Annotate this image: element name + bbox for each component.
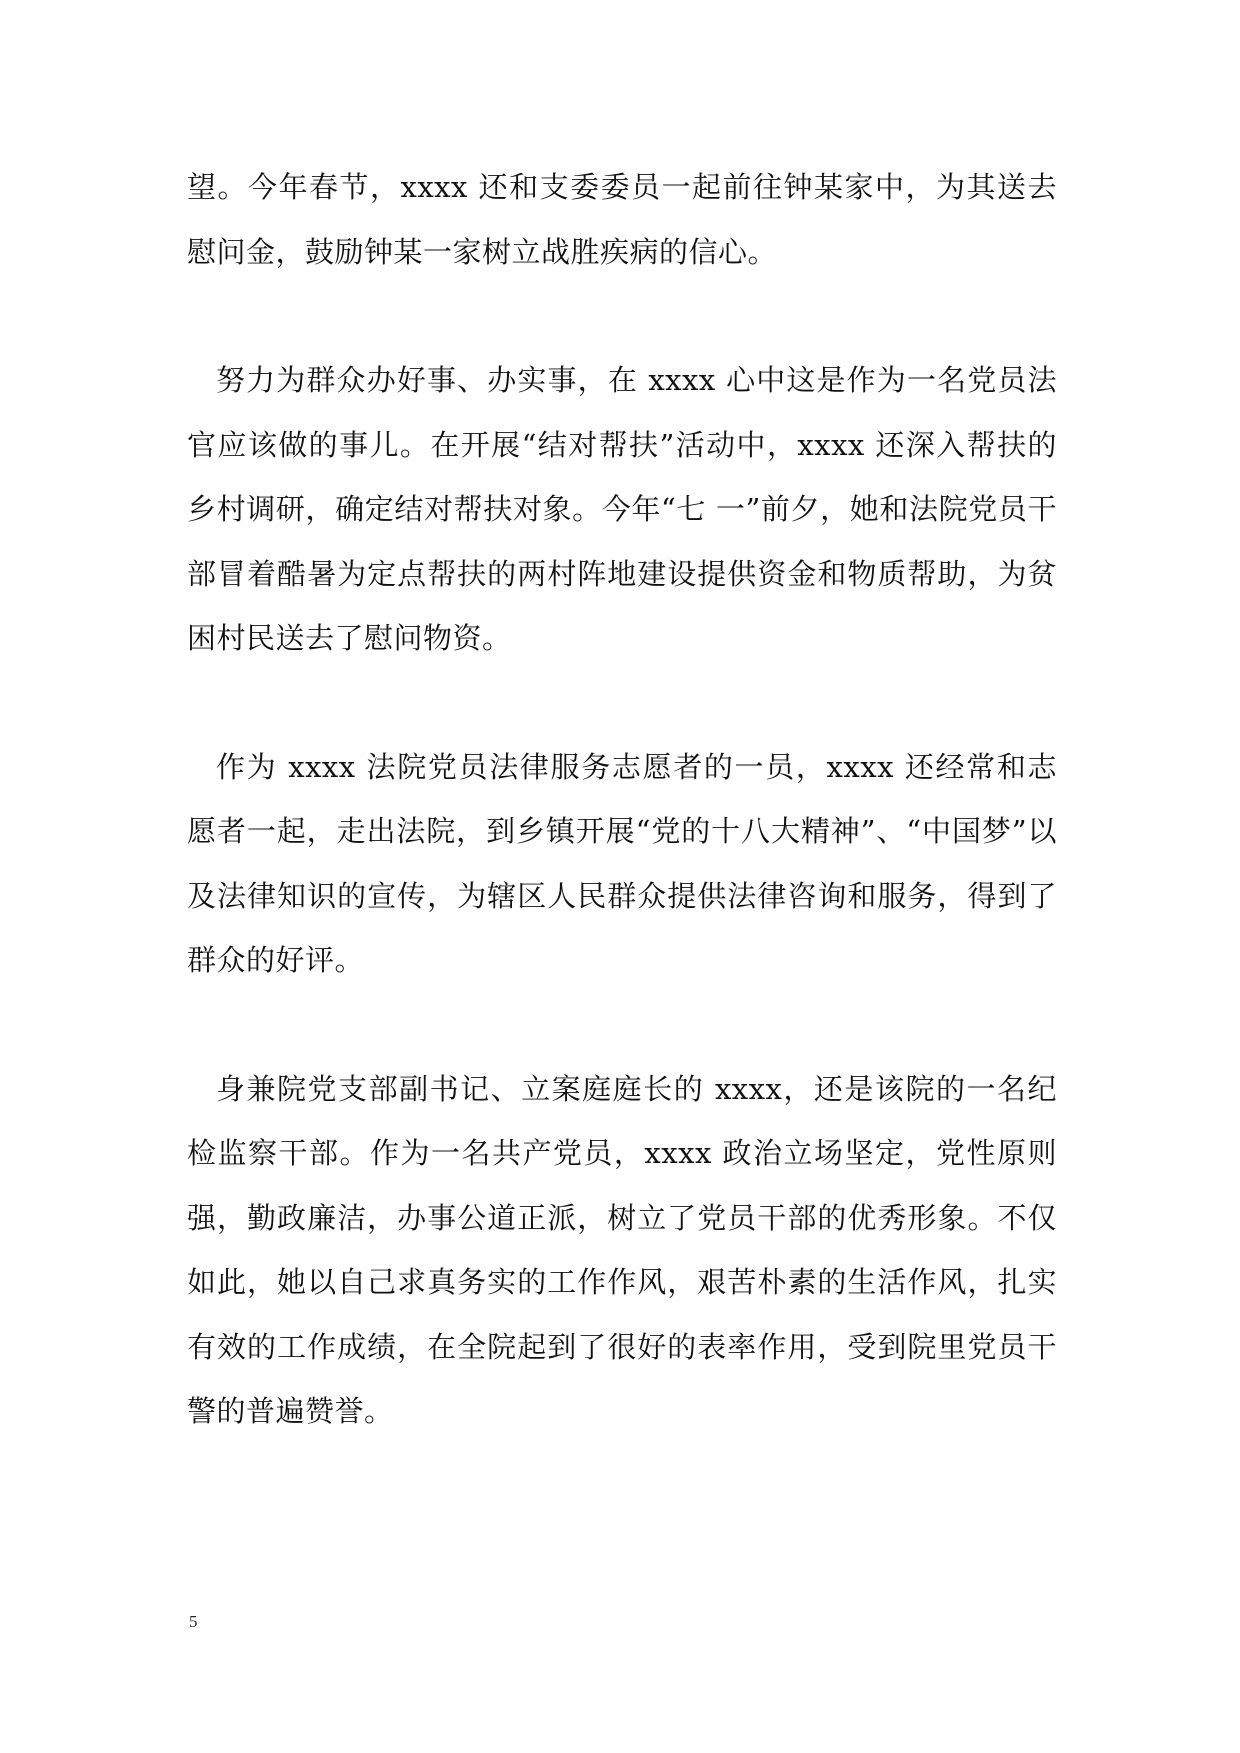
paragraph-discipline-role: 身兼院党支部副书记、立案庭庭长的 xxxx，还是该院的一名纪检监察干部。作为一名共产党员，xxxx 政治立场坚定，党性原则强，勤政廉洁，办事公道正派，树立了党员干部的优秀形象。不仅如此，她以自己求真务实的工作作风，艰苦朴素的生活作风，扎实有效的工作成绩，在全院起到了很好的表率作用，受到院里党员干警的普遍赞誉。 <box>187 1071 1057 1428</box>
page-number: 5 <box>189 1612 198 1631</box>
paragraph-legal-volunteer: 作为 xxxx 法院党员法律服务志愿者的一员，xxxx 还经常和志愿者一起，走出法院，到乡镇开展“党的十八大精神”、“中国梦”以及法律知识的宣传，为辖区人民群众提供法律咨询和服务，得到了群众的好评。 <box>187 749 1057 977</box>
paragraph-help-villages: 努力为群众办好事、办实事，在 xxxx 心中这是作为一名党员法官应该做的事儿。在开展“结对帮扶”活动中，xxxx 还深入帮扶的乡村调研，确定结对帮扶对象。今年“七 一”前夕，她和法院党员干部冒着酷暑为定点帮扶的两村阵地建设提供资金和物质帮助，为贫困村民送去了慰问物资。 <box>187 363 1057 655</box>
page-body <box>187 155 1057 1444</box>
paragraph-continuation: 望。今年春节，xxxx 还和支委委员一起前往钟某家中，为其送去慰问金，鼓励钟某一家树立战胜疾病的信心。 <box>187 170 1057 269</box>
